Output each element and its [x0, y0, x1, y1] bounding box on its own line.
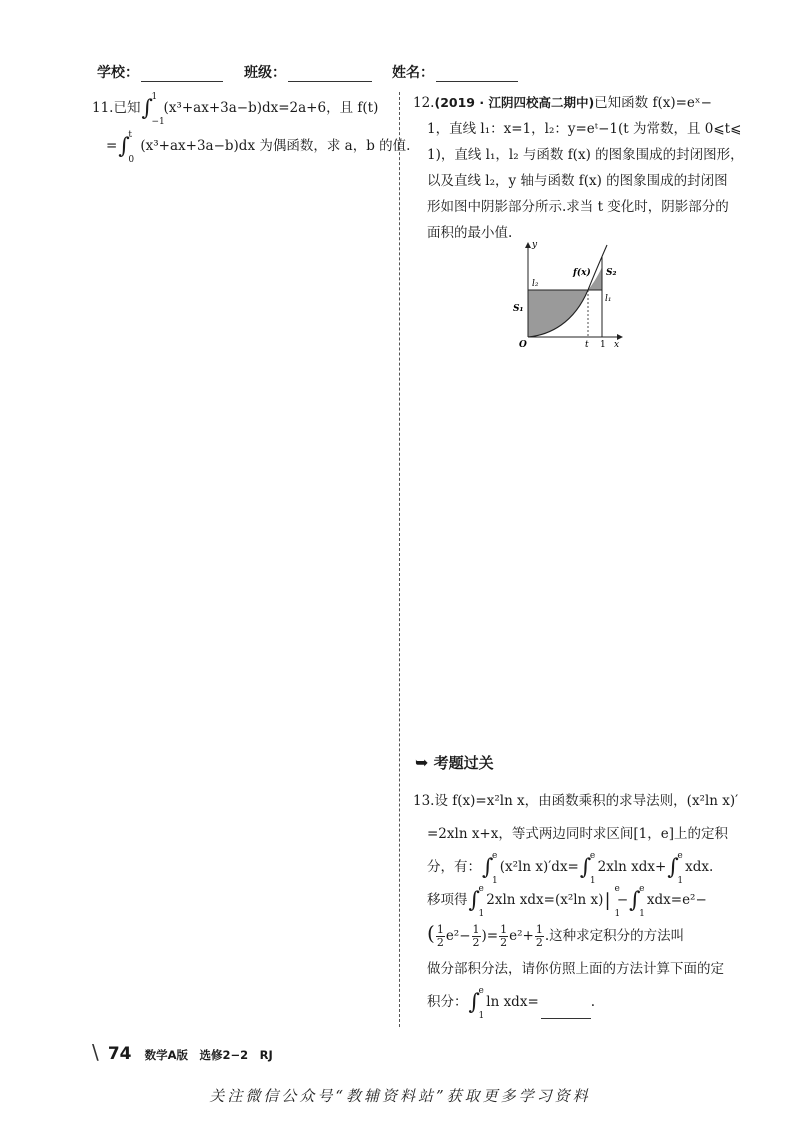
- q13-text: 积分：: [427, 994, 468, 1010]
- school-label: 学校：: [97, 65, 139, 81]
- q12-line5: 形如图中阴影部分所示.求当 t 变化时，阴影部分的: [427, 199, 729, 215]
- q13-line1: [413, 785, 739, 818]
- int-lower: 1: [492, 875, 498, 886]
- label-x: x: [614, 340, 620, 350]
- q13-text: 2xln xdx=(x²ln x): [486, 892, 604, 908]
- q13-text: .: [590, 994, 596, 1010]
- int-upper: e: [677, 850, 683, 861]
- q13-text: 2xln xdx+: [597, 859, 667, 875]
- int-upper: e: [492, 850, 498, 861]
- integral-sign: ∫ e 1: [579, 850, 596, 886]
- class-label: 班级：: [244, 65, 286, 81]
- q13-text: ln xdx=: [486, 994, 539, 1010]
- page-number: 74: [107, 1044, 132, 1064]
- answer-blank[interactable]: [541, 1004, 591, 1019]
- bottom-note: 关注微信公众号“教辅资料站”获取更多学习资料: [209, 1087, 591, 1105]
- footer-slash: \: [92, 1040, 99, 1064]
- integral-sign: ∫ 1 −1: [141, 91, 165, 127]
- int-lower: 1: [639, 908, 645, 919]
- int-lower: 1: [478, 908, 485, 919]
- label-l1: l₁: [605, 294, 612, 304]
- school-blank: [141, 81, 223, 82]
- q13-text: 移项得: [427, 892, 468, 908]
- integral-sign: ∫ e 1: [667, 850, 684, 886]
- q13-text: xdx=e²−: [646, 892, 707, 908]
- q13-number: 13.: [413, 793, 435, 809]
- q13-text: (x²ln x)′dx=: [499, 859, 579, 875]
- integral-sign: ∫ e 1: [629, 883, 645, 919]
- fraction-half: [436, 924, 445, 949]
- integral-sign: ∫ e 1: [468, 883, 485, 919]
- q11-line1: [92, 91, 392, 127]
- int-upper: e: [478, 985, 484, 996]
- q13-line3: [413, 851, 723, 884]
- label-origin: O: [519, 340, 527, 350]
- q12-line2: 1，直线 l₁：x=1，l₂：y=eᵗ−1(t 为常数，且 0⩽t⩽: [427, 121, 742, 137]
- column-divider: [399, 92, 400, 1027]
- int-upper: 1: [151, 91, 158, 102]
- frac-den: 2: [436, 936, 444, 949]
- q13-text: e²−: [445, 928, 471, 944]
- q12-source: (2019 · 江阴四校高二期中): [434, 95, 595, 110]
- evaluation-bar: | e 1: [604, 883, 621, 919]
- page-footer: [92, 1040, 273, 1064]
- fraction-half: [499, 924, 508, 949]
- q12-line6: 面积的最小值.: [427, 225, 513, 241]
- int-upper: e: [589, 850, 596, 861]
- class-blank: [288, 81, 372, 82]
- q11-text: (x³+ax+3a−b)dx=2a+6，且 f(t): [163, 100, 379, 116]
- integral-sign: ∫ e 1: [482, 850, 498, 886]
- q12-line1: [413, 90, 713, 116]
- school-field: [97, 62, 223, 82]
- q13-text: 分，有：: [427, 859, 481, 875]
- question-12: [413, 90, 744, 246]
- q11-line2: [92, 129, 411, 165]
- q11-text: =: [106, 138, 118, 154]
- int-upper: t: [128, 129, 132, 140]
- q13-line5: [413, 917, 723, 953]
- frac-num: 1: [472, 923, 480, 936]
- q11-text: 已知: [113, 100, 141, 116]
- int-lower: 1: [614, 908, 621, 919]
- label-l2: l₂: [532, 279, 539, 289]
- section-arrow-icon: ➥: [415, 753, 429, 772]
- s1-region: [528, 290, 588, 337]
- q13-line4: [413, 884, 723, 917]
- frac-den: 2: [535, 936, 543, 949]
- frac-num: 1: [535, 923, 543, 936]
- class-field: [244, 62, 372, 82]
- q13-line6: 做分部积分法，请你仿照上面的方法计算下面的定: [427, 961, 724, 977]
- question-11: [92, 91, 411, 165]
- q12-number: 12.: [413, 95, 435, 111]
- label-t: t: [585, 340, 589, 350]
- q13-text: xdx.: [685, 859, 714, 875]
- q13-line2: =2xln x+x，等式两边同时求区间[1，e]上的定积: [427, 826, 728, 842]
- integral-sign: ∫ e 1: [468, 985, 485, 1021]
- int-upper: e: [614, 883, 620, 894]
- int-lower: 1: [478, 1010, 485, 1021]
- int-upper: e: [478, 883, 484, 894]
- q12-line4: 以及直线 l₂，y 轴与函数 f(x) 的图象围成的封闭图: [427, 173, 728, 189]
- section-title: [415, 752, 494, 773]
- fraction-half: [472, 924, 481, 949]
- q13-text: .这种求定积分的方法叫: [544, 928, 685, 944]
- frac-num: 1: [436, 923, 444, 936]
- frac-den: 2: [500, 936, 508, 949]
- fraction-half: [535, 924, 544, 949]
- integral-sign: ∫ t 0: [118, 129, 135, 165]
- name-field: [392, 62, 518, 82]
- label-fx: f(x): [573, 268, 591, 278]
- label-y: y: [532, 240, 538, 250]
- q11-text: (x³+ax+3a−b)dx 为偶函数，求 a，b 的值.: [140, 138, 411, 154]
- frac-num: 1: [500, 923, 508, 936]
- int-lower: −1: [151, 116, 165, 127]
- int-lower: 1: [677, 875, 684, 886]
- q12-text: 已知函数 f(x)=eˣ−: [594, 95, 712, 111]
- q13-text: e²+: [509, 928, 534, 944]
- name-label: 姓名：: [392, 65, 434, 81]
- name-blank: [436, 81, 518, 82]
- int-upper: e: [639, 883, 645, 894]
- int-lower: 1: [589, 875, 596, 886]
- label-s2: S₂: [606, 268, 617, 278]
- q13-text: 设 f(x)=x²ln x，由函数乘积的求导法则，(x²ln x)′: [434, 793, 739, 809]
- label-s1: S₁: [513, 304, 524, 314]
- book-title: 数学A版 选修2−2 RJ: [144, 1048, 273, 1062]
- q13-line7: [413, 986, 723, 1019]
- int-lower: 0: [128, 154, 135, 165]
- label-one: 1: [600, 340, 606, 350]
- q12-figure: [510, 235, 630, 355]
- q13-text: −: [616, 892, 629, 908]
- q11-number: 11.: [92, 100, 114, 116]
- question-13: [413, 785, 739, 1021]
- q13-text: (: [427, 921, 435, 945]
- section-title-text: 考题过关: [433, 754, 494, 772]
- q13-text: )=: [481, 928, 499, 944]
- frac-den: 2: [472, 936, 480, 949]
- q12-line3: 1)，直线 l₁，l₂ 与函数 f(x) 的图象围成的封闭图形，: [427, 147, 744, 163]
